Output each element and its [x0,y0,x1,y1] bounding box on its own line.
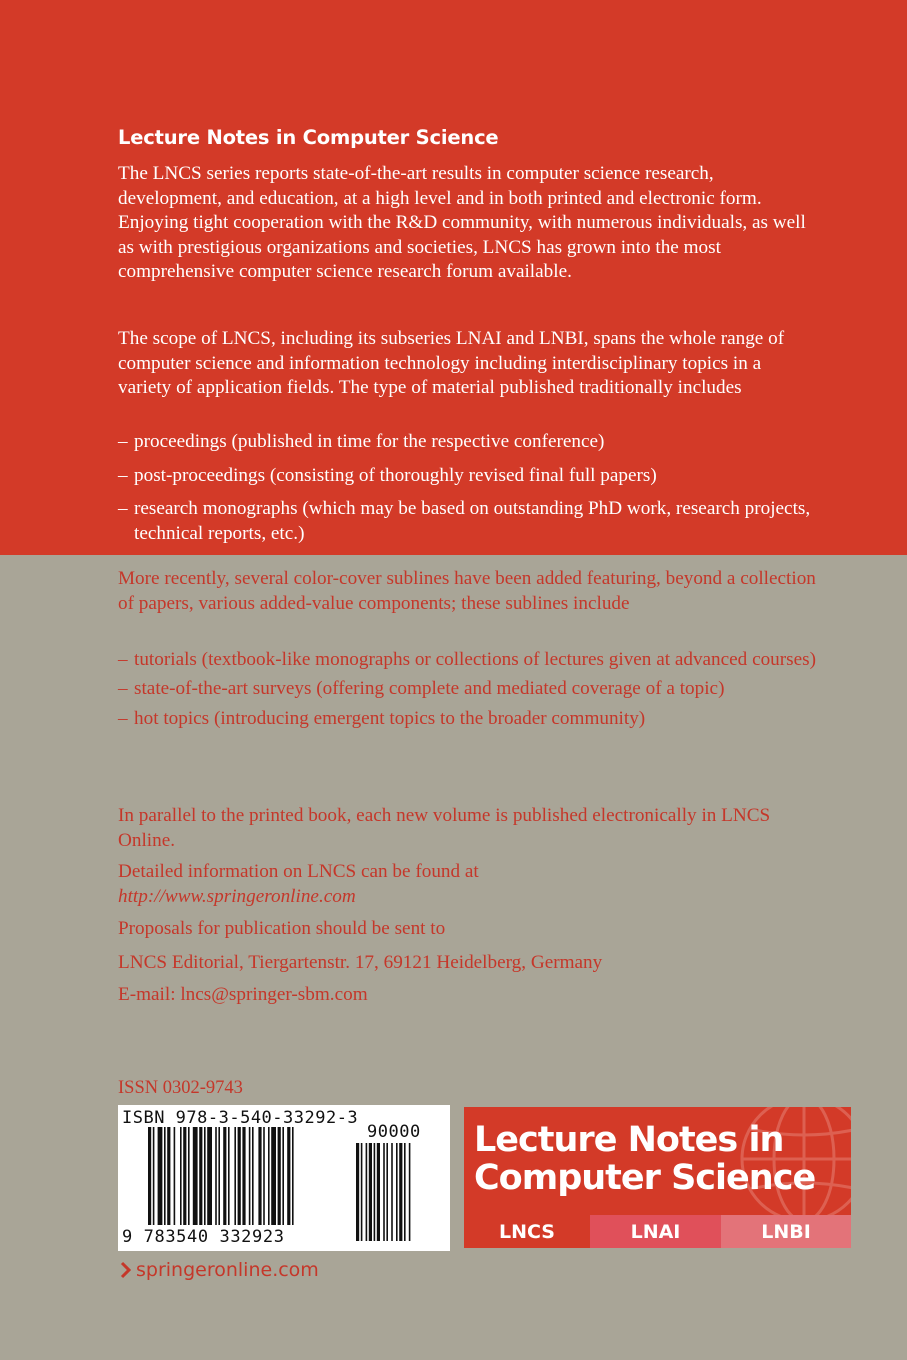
springer-url-link[interactable]: http://www.springeronline.com [118,885,356,907]
barcode-bar [234,1127,236,1225]
addon-bar [386,1143,388,1241]
list-item-text: research monographs (which may be based on outstanding PhD work, research projects, technical reports, etc.) [134,498,811,544]
barcode-bar [164,1127,166,1225]
barcode-bar [268,1127,270,1225]
barcode-bar [223,1127,226,1225]
barcode-bar [158,1127,163,1225]
barcode-bar [183,1127,186,1225]
barcode-bar [167,1127,170,1225]
barcode-bar [228,1127,230,1225]
barcode-bar [193,1127,198,1225]
barcode-bar [148,1127,151,1225]
addon-bar [404,1143,406,1241]
detailed-info-text: Detailed information on LNCS can be found at [118,861,479,882]
addon-bar [369,1143,372,1241]
barcode [118,1105,450,1251]
list-item-text: proceedings (published in time for the respective conference) [134,431,605,452]
scope-paragraph: The scope of LNCS, including its subseries LNAI and LNBI, spans the whole range of computer science and information technology including interdisciplinary topics in a variety of application fields. The type of material published traditionally includes [118,328,785,398]
addon-bar [361,1143,363,1241]
barcode-bar [204,1127,206,1225]
barcode-bar [180,1127,182,1225]
recent-paragraph: More recently, several color-cover sublines have been added featuring, beyond a collection of papers, various added-value components; these sublines include [118,568,816,614]
addon-bar [383,1143,385,1241]
addon-bar [366,1143,368,1241]
addon-bar [374,1143,376,1241]
barcode-bar [263,1127,265,1225]
springer-link[interactable] [120,1259,319,1281]
subseries-strip [464,1215,851,1248]
barcode-bar [292,1127,294,1225]
barcode-bar [199,1127,202,1225]
detailed-info-paragraph [118,860,818,909]
lncs-logo [464,1107,851,1248]
list-item: – tutorials (textbook-like monographs or collections of lectures given at advanced courses) [118,649,817,670]
barcode-bar [249,1127,251,1225]
addon-bar [377,1143,380,1241]
barcode-bar [242,1127,245,1225]
barcode-bar [271,1127,276,1225]
addon-bar [399,1143,402,1241]
list-item: – post-proceedings (consisting of thoroughly revised final full papers) [118,464,657,486]
addon-bar [409,1143,411,1241]
ean-digits: 9 783540 332923 [122,1227,285,1247]
barcode-bar [282,1127,284,1225]
barcode-bar [218,1127,220,1225]
issn-label: ISSN 0302-9743 [118,1078,243,1098]
barcode-bar [174,1127,176,1225]
subseries-lnai: LNAI [590,1215,721,1248]
springer-link-text: springeronline.com [136,1259,319,1281]
addon-bar [396,1143,398,1241]
list-item: – hot topics (introducing emergent topics to the broader community) [118,708,646,729]
list-item: – research monographs (which may be based on outstanding PhD work, research projects, technical reports, etc.) [118,498,811,544]
addon-bar [391,1143,393,1241]
barcode-bar [188,1127,190,1225]
addon-bar [356,1143,359,1241]
intro-paragraph: The LNCS series reports state-of-the-art results in computer science research, development, and education, at a high level and in both printed and electronic form. Enjoying tight cooperation with the R&D community, with numerous individuals, as well as with prestigious organizations and societies, LNCS has grown into the most comprehensive computer science research forum available. [118,163,806,282]
barcode-bar [215,1127,217,1225]
isbn-label: ISBN 978-3-540-33292-3 [122,1108,359,1128]
barcode-bar [287,1127,290,1225]
editorial-address: LNCS Editorial, Tiergartenstr. 17, 69121 Heidelberg, Germany [118,952,603,973]
list-item-text: post-proceedings (consisting of thoroughly revised final full papers) [134,464,657,486]
barcode-bar [207,1127,212,1225]
logo-title: Lecture Notes in Computer Science [474,1120,816,1198]
list-item-text: tutorials (textbook-like monographs or collections of lectures given at advanced courses) [134,649,817,670]
barcode-bar [252,1127,254,1225]
traditional-list [118,430,818,555]
subseries-lncs: LNCS [464,1215,590,1248]
subseries-lnbi: LNBI [721,1215,851,1248]
barcode-bar [153,1127,155,1225]
barcode-bar [258,1127,261,1225]
addon-code: 90000 [367,1122,421,1142]
list-item-text: hot topics (introducing emergent topics to the broader community) [134,708,646,729]
subline-list [118,648,818,736]
list-item: – state-of-the-art surveys (offering complete and mediated coverage of a topic) [118,677,725,699]
list-item: – proceedings (published in time for the respective conference) [118,431,605,452]
list-item-text: state-of-the-art surveys (offering complete and mediated coverage of a topic) [134,677,725,699]
chevron-right-icon [120,1261,131,1279]
proposals-text: Proposals for publication should be sent to [118,918,446,939]
series-heading: Lecture Notes in Computer Science [118,126,499,149]
barcode-bar [238,1127,241,1225]
barcode-bar [278,1127,281,1225]
parallel-paragraph: In parallel to the printed book, each new volume is published electronically in LNCS Online. [118,805,771,851]
email-text: E-mail: lncs@springer-sbm.com [118,984,368,1005]
